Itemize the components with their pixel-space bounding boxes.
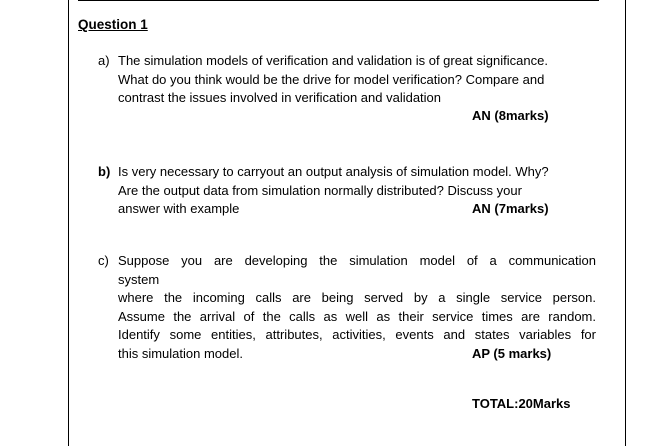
question-b-marks: AN (7marks) (472, 201, 549, 216)
question-c-line-2: system (118, 271, 160, 287)
question-c-label: c) (98, 253, 109, 268)
question-c-line-3: where the incoming calls are being served by a single service person. (118, 290, 596, 306)
question-a-marks: AN (8marks) (472, 108, 549, 123)
question-title: Question 1 (78, 17, 148, 32)
question-c-line-6: this simulation model. (118, 345, 243, 361)
question-a-label: a) (98, 53, 110, 68)
question-c-line-4: Assume the arrival of the calls as well as their service times are random. (118, 308, 596, 324)
question-a-line-1: The simulation models of verification and validation is of great significance. (118, 53, 548, 68)
question-a-line-3: contrast the issues involved in verification and validation (118, 90, 442, 106)
top-rule (78, 0, 599, 1)
question-a-line-2: What do you think would be the drive for model verification? Compare and (118, 71, 545, 87)
total-marks: TOTAL:20Marks (472, 396, 571, 411)
question-c-line-1: Suppose you are developing the simulation model of a communication (118, 253, 596, 268)
question-b-line-1: Is very necessary to carryout an output analysis of simulation model. Why? (118, 164, 549, 179)
question-b-line-2: Are the output data from simulation normally distributed? Discuss your (118, 182, 522, 198)
question-b-label: b) (98, 164, 111, 179)
question-c-line-5: Identify some entities, attributes, activities, events and states variables for (118, 327, 596, 343)
question-b-line-3: answer with example (118, 201, 240, 217)
question-a-text (118, 52, 596, 108)
question-c-marks: AP (5 marks) (472, 346, 552, 361)
